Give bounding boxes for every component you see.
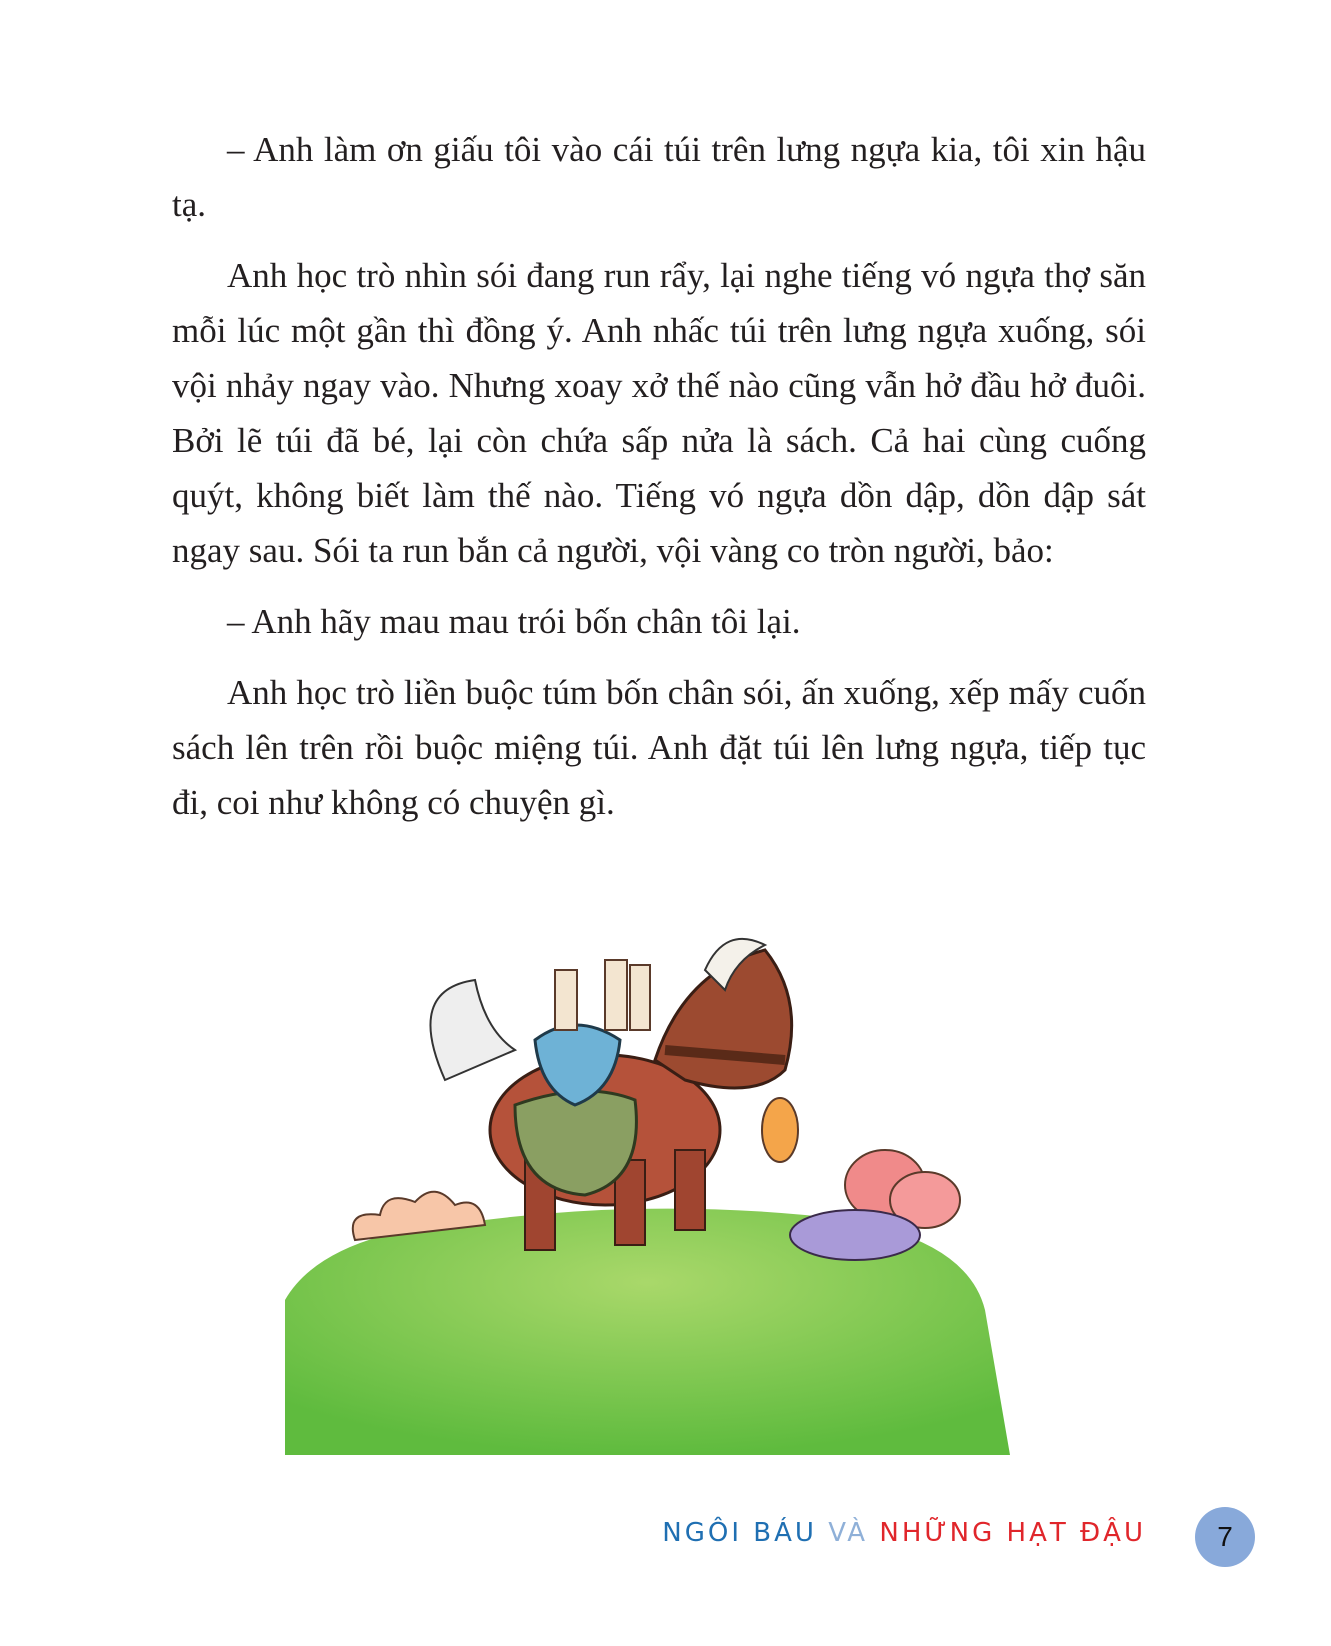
paragraph: Anh học trò liền buộc túm bốn chân sói, ấn xuống, xếp mấy cuốn sách lên trên rồi buộc miệng túi. Anh đặt túi lên lưng ngựa, tiếp tục đi, coi như không có chuyện gì. (172, 673, 1146, 822)
title-part-1: NGÔI BÁU (662, 1518, 817, 1548)
paragraph: – Anh làm ơn giấu tôi vào cái túi trên lưng ngựa kia, tôi xin hậu tạ. (172, 130, 1146, 224)
title-part-2: VÀ (828, 1518, 869, 1548)
illustration-horse-wolf (285, 930, 1010, 1455)
page-number: 7 (1195, 1507, 1255, 1567)
story-text (172, 122, 1146, 846)
flower-right (762, 1098, 960, 1260)
paragraph: – Anh hãy mau mau trói bốn chân tôi lại. (227, 602, 801, 641)
book-title-footer (662, 1518, 1146, 1548)
paragraph: Anh học trò nhìn sói đang run rẩy, lại nghe tiếng vó ngựa thợ săn mỗi lúc một gần thì đồng ý. Anh nhấc túi trên lưng ngựa xuống, sói vội nhảy ngay vào. Nhưng xoay xở thế nào cũng vẫn hở đầu hở đuôi. Bởi lẽ túi đã bé, lại còn chứa sấp nửa là sách. Cả hai cùng cuống quýt, không biết làm thế nào. Tiếng vó ngựa dồn dập, dồn dập sát ngay sau. Sói ta run bắn cả người, vội vàng co tròn người, bảo: (172, 256, 1146, 570)
title-part-3: NHỮNG HẠT ĐẬU (879, 1518, 1146, 1548)
